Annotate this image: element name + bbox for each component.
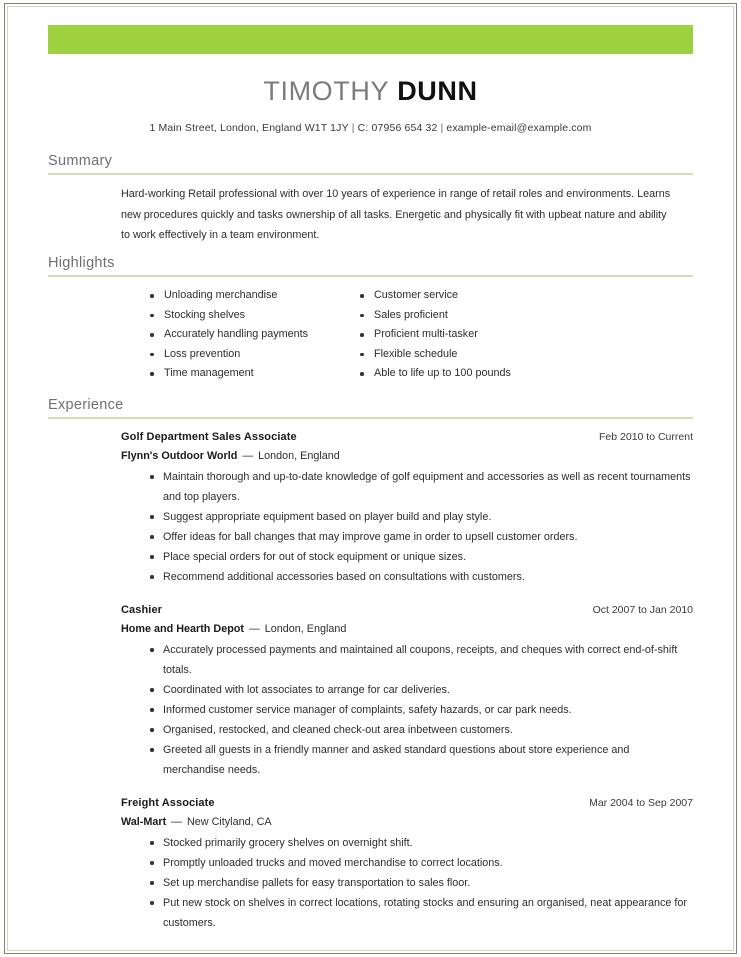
highlight-item: Time management bbox=[148, 364, 358, 384]
contact-separator-1: | bbox=[351, 122, 355, 134]
section-highlights bbox=[48, 255, 693, 384]
job-responsibility-item: Stocked primarily grocery shelves on overnight shift. bbox=[149, 833, 693, 853]
highlight-item: Accurately handling payments bbox=[148, 325, 358, 345]
summary-text: Hard-working Retail professional with over 10 years of experience in range of retail roles and environments. Learns new procedures quickly and tasks ownership of all tasks. Energetic and physically fit with upbeat nature and ability to work effectively in a team environment. bbox=[121, 188, 671, 241]
first-name: TIMOTHY bbox=[263, 76, 390, 106]
job-company: Wal-Mart bbox=[121, 816, 167, 828]
job-responsibility-item: Recommend additional accessories based on consultations with customers. bbox=[149, 567, 693, 587]
job-dates: Feb 2010 to Current bbox=[599, 431, 693, 443]
job-responsibility-item: Maintain thorough and up-to-date knowledge of golf equipment and accessories as well as recent tournaments and top players. bbox=[149, 467, 693, 507]
job-responsibility-item: Organised, restocked, and cleaned check-out area inbetween customers. bbox=[149, 720, 693, 740]
job-responsibility-item: Suggest appropriate equipment based on player build and play style. bbox=[149, 507, 693, 527]
section-title-summary: Summary bbox=[48, 153, 113, 169]
contact-email[interactable]: example-email@example.com bbox=[446, 122, 592, 134]
job-company-line bbox=[121, 620, 693, 639]
job-title: Freight Associate bbox=[121, 797, 215, 809]
highlights-list-left bbox=[148, 286, 358, 384]
experience-job-list bbox=[48, 428, 693, 933]
highlight-item: Unloading merchandise bbox=[148, 286, 358, 306]
experience-entry-header bbox=[121, 601, 693, 620]
highlight-item: Able to life up to 100 pounds bbox=[358, 364, 568, 384]
job-responsibility-item: Coordinated with lot associates to arrange for car deliveries. bbox=[149, 680, 693, 700]
job-responsibility-item: Set up merchandise pallets for easy transportation to sales floor. bbox=[149, 873, 693, 893]
highlights-column-left bbox=[148, 286, 358, 384]
experience-entry bbox=[121, 428, 693, 587]
section-body-experience bbox=[48, 419, 693, 933]
job-title: Cashier bbox=[121, 604, 163, 616]
job-responsibility-item: Offer ideas for ball changes that may improve game in order to upsell customer orders. bbox=[149, 527, 693, 547]
experience-entry bbox=[121, 601, 693, 780]
job-responsibility-item: Accurately processed payments and maintained all coupons, receipts, and cheques with correct end-of-shift totals. bbox=[149, 640, 693, 680]
last-name: DUNN bbox=[397, 76, 478, 106]
job-company-location-separator: — bbox=[168, 816, 185, 828]
job-responsibility-item: Promptly unloaded trucks and moved merchandise to correct locations. bbox=[149, 853, 693, 873]
experience-entry-header bbox=[121, 428, 693, 447]
highlights-columns bbox=[148, 286, 693, 384]
section-body-highlights bbox=[48, 277, 693, 384]
job-company-line bbox=[121, 813, 693, 832]
job-company-location-separator: — bbox=[245, 623, 263, 635]
job-location: New Cityland, CA bbox=[186, 816, 272, 828]
experience-entry bbox=[121, 794, 693, 933]
job-company-location-separator: — bbox=[239, 450, 257, 462]
contact-address: 1 Main Street, London, England W1T 1JY bbox=[149, 122, 349, 134]
job-responsibility-item: Put new stock on shelves in correct locations, rotating stocks and ensuring an organised, neat appearance for customers. bbox=[149, 893, 693, 933]
job-responsibility-item: Informed customer service manager of complaints, safety hazards, or car park needs. bbox=[149, 700, 693, 720]
highlight-item: Flexible schedule bbox=[358, 345, 568, 365]
contact-separator-2: | bbox=[440, 122, 444, 134]
header-accent-bar bbox=[48, 25, 693, 54]
job-location: London, England bbox=[264, 623, 347, 635]
highlights-list-right bbox=[358, 286, 568, 384]
section-title-highlights: Highlights bbox=[48, 255, 115, 271]
highlight-item: Proficient multi-tasker bbox=[358, 325, 568, 345]
highlight-item: Loss prevention bbox=[148, 345, 358, 365]
contact-phone: C: 07956 654 32 bbox=[357, 122, 438, 134]
job-company-line bbox=[121, 447, 693, 466]
section-experience bbox=[48, 397, 693, 947]
job-location: London, England bbox=[258, 450, 340, 462]
job-company: Flynn's Outdoor World bbox=[121, 450, 238, 462]
highlight-item: Stocking shelves bbox=[148, 306, 358, 326]
job-responsibility-list bbox=[149, 833, 693, 933]
job-dates: Oct 2007 to Jan 2010 bbox=[592, 604, 693, 616]
job-responsibility-list bbox=[149, 640, 693, 780]
job-dates: Mar 2004 to Sep 2007 bbox=[589, 797, 693, 809]
job-responsibility-item: Place special orders for out of stock equipment or unique sizes. bbox=[149, 547, 693, 567]
page-title bbox=[48, 76, 693, 106]
experience-entry-header bbox=[121, 794, 693, 813]
job-responsibility-item: Greeted all guests in a friendly manner and asked standard questions about store experience and merchandise needs. bbox=[149, 740, 693, 780]
highlight-item: Sales proficient bbox=[358, 306, 568, 326]
highlight-item: Customer service bbox=[358, 286, 568, 306]
contact-line bbox=[48, 122, 693, 134]
section-body-summary bbox=[48, 175, 693, 246]
job-title: Golf Department Sales Associate bbox=[121, 431, 297, 443]
highlights-column-right bbox=[358, 286, 568, 384]
section-title-experience: Experience bbox=[48, 397, 124, 413]
job-responsibility-list bbox=[149, 467, 693, 587]
section-summary bbox=[48, 153, 693, 246]
job-company: Home and Hearth Depot bbox=[121, 623, 244, 635]
